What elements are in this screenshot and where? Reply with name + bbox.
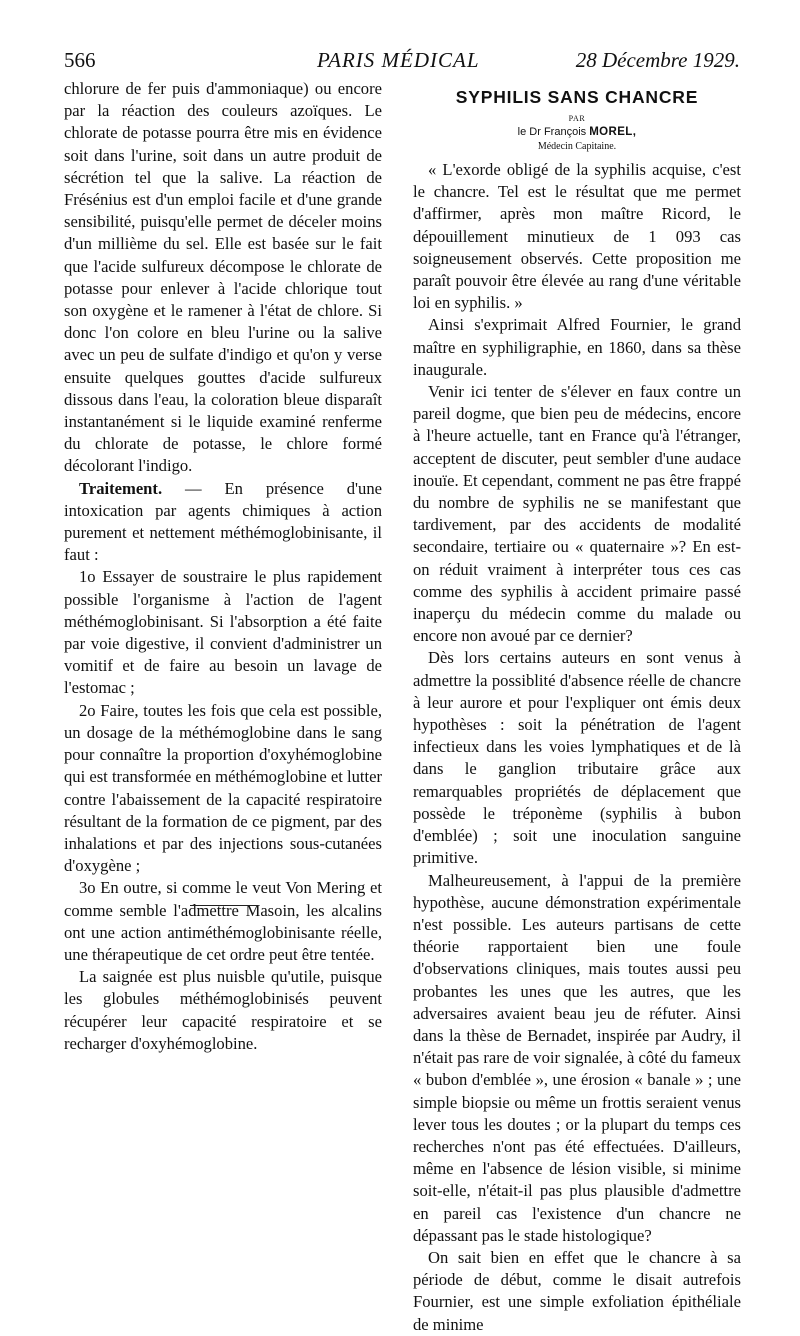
paragraph: Ainsi s'exprimait Alfred Fournier, le grand maître en syphiligraphie, en 1860, dans sa thèse inaugurale.	[413, 315, 741, 379]
right-column	[413, 78, 741, 1336]
paragraph: Venir ici tenter de s'élever en faux contre un pareil dogme, que bien peu de médecins, encore à l'heure actuelle, tant en France qu'à l'étranger, acceptent de discuter, peut sembler d'une audace inouïe. Et cependant, comment ne pas être frappé du nombre de syphilis ne se manifestant que tardivement, par des accidents de modalité secondaire, tertiaire ou « quaternaire »? En est-on réduit vraiment à interpréter tous ces cas comme des syphilis à accident primaire passé inaperçu du médecin comme du malade ou encore non avoué par ce dernier?	[413, 382, 741, 646]
paragraph: La saignée est plus nuisble qu'utile, puisque les globules méthémoglobinisés peuvent récupérer leur capacité respiratoire et se recharger d'oxyhémoglobine.	[64, 967, 382, 1053]
paragraph: « L'exorde obligé de la syphilis acquise, c'est le chancre. Tel est le résultat que me permet d'affirmer, après mon maître Ricord, le dépouillement minutieux de 1 093 cas soigneusement observés. Cette proposition me paraît pouvoir être élevée au rang d'une véritable loi en syphilis. »	[413, 160, 741, 313]
author-role: Médecin Capitaine.	[537, 141, 617, 152]
paragraph: Dès lors certains auteurs en sont venus à admettre la possiblité d'absence réelle de chancre à leur aurore et pour l'expliquer ont émis deux hypothèses : soit la pénétration de l'agent infectieux dans les voies lymphatiques et de là dans le ganglion tributaire grâce aux remarquables propriétés de déplacement que possède le tréponème (syphilis à bubon d'emblée) ; soit une inoculation sanguine primitive.	[413, 648, 741, 868]
page-number: 566	[64, 48, 96, 72]
section-end-rule	[190, 905, 258, 906]
section-heading-treatment: Traitement.	[79, 478, 163, 498]
author-surname: MOREL,	[589, 126, 637, 138]
paragraph: Malheureusement, à l'appui de la première hypothèse, aucune démonstration expérimentale n'est possible. Les auteurs partisans de cette théorie rapportaient bien une foule d'observations cliniques, mais toutes aussi peu probantes les unes que les autres, que les adversaires avaient beau jeu de réfuter. Ainsi dans la thèse de Bernadet, inspirée par Audry, il n'était pas rare de voir signalée, à côté du fameux « bubon d'emblée », une érosion « banale » ; une simple biopsie ou même un frottis seraient venus lever tous les doutes ; or la plupart du temps ces recherches n'ont pas été effectuées. D'ailleurs, même en l'absence de lésion visible, si minime soit-elle, n'était-il pas plus plausible d'admettre en pareil cas l'existence d'un chancre ne dépassant pas le stade histologique?	[413, 870, 741, 1245]
author-prefix: le Dr François	[517, 126, 590, 138]
author-name	[413, 125, 741, 140]
list-item: 2o Faire, toutes les fois que cela est possible, un dosage de la méthémoglobine dans le sang pour connaître la proportion d'oxyhémoglobine qui est transformée en méthémoglobine et lutter contre l'abaissement de la capacité respiratoire résultant de la formation de ce pigment, par des inhalations et par des injections sous-cutanées d'oxygène ;	[64, 700, 382, 876]
left-column	[64, 78, 382, 1055]
article-title: SYPHILIS SANS CHANCRE	[455, 87, 699, 107]
running-header	[64, 46, 740, 76]
list-item: 1o Essayer de soustraire le plus rapidement possible l'organisme à l'action de l'agent méthémoglobinisant. Si l'absorption a été faite par voie digestive, il convient d'administrer un vomitif et de faire au besoin un lavage de l'estomac ;	[64, 567, 382, 698]
journal-title: PARIS MÉDICAL	[317, 48, 480, 72]
paragraph-treatment	[64, 478, 382, 567]
issue-date: 28 Décembre 1929.	[575, 48, 740, 72]
byline-par: PAR	[568, 114, 586, 123]
paragraph-text: — En présence d'une intoxication par agents chimiques à action purement et nettement méthémoglobinisante, il faut :	[64, 478, 382, 565]
paragraph: chlorure de fer puis d'ammoniaque) ou encore par la réaction des couleurs azoïques. Le chlorate de potasse pourra être mis en évidence soit dans l'urine, soit dans un autre produit de sécrétion tel que la salive. La réaction de Frésénius est d'un emploi facile et d'une grande sensibilité, puisqu'elle permet de déceler moins d'un millième du sel. Elle est basée sur le fait que l'acide sulfureux décompose le chlorate de potasse pour enlever à l'acide chlorique tout son oxygène et le ramener à l'état de chlore. Si donc l'on colore en bleu l'urine ou la salive avec un peu de sulfate d'indigo et qu'on y verse ensuite quelques gouttes d'acide sulfureux dissous dans l'eau, la coloration bleue disparaît instantanément si le liquide examiné renferme du chlorate de potasse, le chlore formé décolorant l'indigo.	[64, 79, 382, 476]
list-item: 3o En outre, si comme le veut Von Mering et comme semble l'admettre Masoin, les alcalins ont une action antiméthémoglobinisante réelle, une thérapeutique de cet ordre peut être tentée.	[64, 878, 382, 964]
paragraph: On sait bien en effet que le chancre à sa période de début, comme le disait autrefois Fournier, est une simple exfoliation épithéliale de minime	[413, 1247, 741, 1334]
